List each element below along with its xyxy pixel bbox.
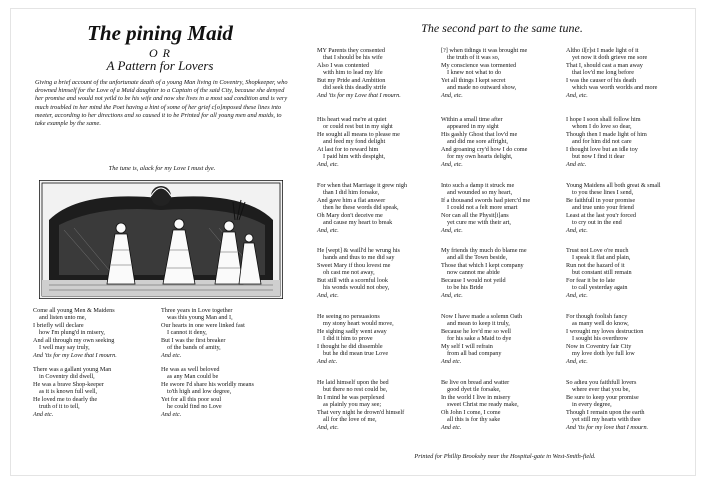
stanza-line: For though foolish fancy [566, 313, 628, 320]
stanza-line: for his sake a Maid to dye [447, 335, 512, 343]
stanza [441, 313, 563, 365]
stanza-line: Now in Coventry fair City [566, 342, 632, 350]
stanza-line: And etc. [441, 357, 462, 365]
stanza-line: Least at the last you'r forced [566, 211, 637, 219]
stanza-line: My conscience was tormented [441, 61, 517, 69]
stanza-line: Though I remain upon the earth [566, 408, 645, 416]
stanza-line: But still with a scornful look [317, 276, 388, 284]
stanza-line: appeared in my sight [447, 123, 499, 131]
stanza-line: or could rest but in my sight [323, 123, 393, 131]
stanza [317, 47, 439, 99]
stanza [566, 379, 688, 431]
stanza-line: Sweet Mary if thou lovest me [317, 261, 391, 269]
stanza-line: And, etc. [441, 291, 463, 299]
stanza [33, 307, 155, 359]
stanza-line: There was a gallant young Man [33, 366, 112, 373]
stanza [441, 182, 563, 234]
stanza-line: and listen unto me, [39, 314, 87, 322]
stanza-line: to be his Bride [447, 284, 484, 292]
stanza-line: I paid him with despight, [323, 153, 386, 161]
stanza-line: as it is known full well, [39, 388, 98, 396]
stanza-line: then he these words did speak, [323, 204, 399, 212]
stanza-line: And, etc. [317, 160, 339, 168]
stanza [161, 307, 283, 359]
stanza-line: whom I do love so dear, [572, 123, 632, 131]
stanza-line: Be live on bread and watter [441, 379, 510, 386]
stanza-line: At last for to reward him [317, 145, 379, 153]
printer-imprint: Printed for Phillip Brooksby near the Hospital-gate in West-Smith-field. [414, 453, 596, 460]
stanza-line: was this young Man and I, [167, 314, 233, 322]
stanza-line: my stony heart would move, [323, 320, 394, 328]
stanza-line: And 'tis for my Love that I mourn. [317, 91, 401, 99]
stanza-line: I hope I soon shall follow him [566, 116, 641, 123]
stanza-line: that lov'd me long before [572, 69, 634, 77]
stanza-line: that I should be his wife [323, 54, 383, 62]
stanza-line: For when that Marriage it grew nigh [317, 182, 408, 189]
stanza-line: And, etc. [317, 226, 339, 234]
stanza-line: I did it him to prove [323, 335, 373, 343]
stanza-line: And, etc. [317, 423, 339, 431]
stanza-line: and true unto your friend [572, 204, 634, 212]
stanza-line: sweet Christ me ready make, [447, 401, 519, 409]
stanza-line: He seeing no persuasions [317, 313, 380, 320]
stanza-line: I could not a felt more smart [447, 204, 518, 212]
woodcut-illustration [39, 180, 283, 299]
stanza-line: Oh Mary don't deceive me [317, 211, 383, 219]
stanza-line: He was a brave Shop-keeper [33, 380, 104, 388]
stanza-line: Run not the hazard of it [566, 261, 625, 269]
stanza-line: with him to lead my life [323, 69, 383, 77]
stanza-line: in Coventry did dwell, [39, 373, 95, 381]
ballad-title: The pining Maid [87, 21, 233, 45]
stanza-line: He swore I'd share his worldly means [161, 380, 254, 388]
stanza-line: Three years in Love together [161, 307, 233, 314]
stanza-line: I well may say truly, [39, 344, 90, 352]
stanza-line: Because I would not yeild [441, 276, 506, 284]
stanza-line: In I mind he was perplexed [317, 393, 385, 401]
stanza-line: And, etc. [566, 91, 588, 99]
stanza-line: Into such a damp it struck me [441, 182, 515, 189]
stanza-line: He sighing sadly went away [317, 327, 387, 335]
stanza-line: Yet for all this poor soul [161, 395, 222, 403]
stanza-line: And, etc. [441, 91, 463, 99]
stanza-line: hands and thus to me did say [323, 254, 395, 262]
broadside-page [10, 8, 696, 476]
stanza-line: Because he lov'd me so well [441, 327, 512, 335]
stanza-line: Those that which I kept company [441, 261, 524, 269]
stanza-line: now cannot me abide [447, 269, 500, 277]
stanza-line: to'th high and low degree, [167, 388, 232, 396]
stanza [441, 116, 563, 168]
stanza-line: I was the causer of his death [566, 76, 637, 84]
stanza-line: He was as well beloved [161, 366, 220, 373]
stanza [161, 366, 283, 418]
stanza-line: But I was the first breaker [161, 336, 226, 344]
stanza-line: His heart wad me're at quiet [317, 116, 387, 123]
stanza-line: That very night he drown'd himself [317, 408, 405, 416]
stanza-line: I knew not what to do [447, 69, 502, 77]
stanza-line: for my own hearts delight, [447, 153, 513, 161]
stanza-line: Nor can all the Physit[i]ans [441, 211, 509, 219]
stanza-line: he could find no Love [167, 403, 222, 411]
stanza-line: But my Pride and Ambition [317, 76, 386, 84]
stanza-line: Come all young Men & Maidens [33, 307, 115, 314]
stanza [317, 182, 439, 234]
stanza-line: I briefly will declare [33, 321, 84, 329]
stanza [441, 379, 563, 431]
ballad-tune: The tune is, alack for my Love I must dye. [108, 165, 216, 172]
stanza-line: And, etc. [317, 291, 339, 299]
stanza-line: So adieu you faithfull lovers [566, 379, 637, 386]
stanza-line: Within a small time after [441, 116, 503, 123]
stanza-line: MY Parents they consented [317, 47, 385, 54]
stanza-line: My self I will refrain [441, 342, 493, 350]
stanza-line: I thought love but an idle toy [566, 145, 638, 153]
stanza-line: He sought all means to please me [317, 130, 400, 138]
stanza-line: [?] when tidings it was brought me [441, 47, 528, 54]
stanza-line: And 'tis for my love that I mourn. [566, 423, 649, 431]
stanza-line: his wonds would not obey, [323, 284, 390, 292]
stanza [566, 47, 688, 99]
stanza-line: He loved me to dearly the [33, 395, 98, 403]
stanza-line: And, etc. [566, 226, 588, 234]
stanza-line: And etc. [441, 423, 462, 431]
stanza-line: in every degree, [572, 401, 612, 409]
stanza-line: And groaning cry'd how I do come [441, 145, 528, 153]
stanza-line: yet now it doth grieve me sore [572, 54, 648, 62]
stanza-line: and for him did not care [572, 138, 632, 146]
stanza-line: and feed my fond delight [323, 138, 386, 146]
part-two-heading: The second part to the same tune. [421, 21, 583, 35]
stanza-line: Young Maidens all both great & small [566, 182, 661, 189]
stanza-line: and all the Town beside, [447, 254, 508, 262]
stanza-line: did seek this deadly strife [323, 84, 387, 92]
stanza-line: and mean to keep it truly, [447, 320, 510, 328]
stanza-line: He [wept] & waill'd he wrung his [317, 247, 400, 254]
stanza-line: all for the love of me, [323, 416, 377, 424]
stanza-line: I speak it flat and plain, [572, 254, 631, 262]
stanza-line: In the world I live in misery [441, 393, 511, 401]
stanza-line: And, etc. [566, 291, 588, 299]
stanza-line: the truth of it was so, [447, 54, 500, 62]
stanza-line: I wrought my loves destruction [566, 327, 644, 335]
stanza-line: Our hearts in one were linked fast [161, 321, 245, 329]
stanza-line: as plainly you may see; [323, 401, 382, 409]
stanza-line: If a thousand swords had pierc'd me [441, 196, 531, 204]
stanza-line: And all through my own seeking [33, 336, 115, 344]
stanza-line: but he did mean true Love [323, 350, 389, 358]
stanza-line: Be faithfull in your promise [566, 196, 636, 204]
stanza-line: good dyet tle forsake, [447, 386, 501, 394]
stanza-line: Trust not Love o're much [566, 247, 629, 254]
stanza-line: and wounded so my heart, [447, 189, 513, 197]
stanza-line: And etc. [161, 351, 182, 359]
stanza-line: yet cure me with their art, [447, 219, 511, 227]
stanza-line: but constant still remain [572, 269, 632, 277]
stanza-line: And, etc. [441, 226, 463, 234]
stanza-line: Oh John I come, I come [441, 408, 501, 416]
stanza-line: but there no rest could be, [323, 386, 388, 394]
stanza-line: And gave him a flat answer [317, 196, 386, 204]
stanza-line: oh cast me not away, [323, 269, 375, 277]
stanza-line: yet still my hearts with thee [572, 416, 641, 424]
stanza-line: where ever that you be, [572, 386, 630, 394]
stanza-line: and cause my heart to break [323, 219, 393, 227]
ballad-introduction: Giving a brief account of the unfortunate death of a young Man living in Coventry, Shopkeeper, who drowned himself for the Love of a Maid daughter to a Captain of the said City, because she denyed her promise and would not yeild to be his wife and now she lives in a most sad condition and is very much troubled in her mind the Poet having a hint of some of her grief c[o]mposed these lines into meeter, according to her directions and so caused it to be Printed for all young men and maids, to take example by the same. [35, 79, 288, 128]
stanza-line: Altho il[r]st I made light of it [566, 47, 639, 54]
stanza-line: And etc. [161, 410, 182, 418]
stanza-line: I sought his overthrow [572, 335, 628, 343]
stanza-line: of the bands of amity, [167, 344, 221, 352]
stanza-line: as many well do know, [572, 320, 629, 328]
stanza-line: to call yesterday again [572, 284, 628, 292]
stanza-line: For fear it be to late [566, 276, 615, 284]
stanza-line: as any Man could be [167, 373, 219, 381]
stanza-line: I thought he did dissemble [317, 342, 383, 350]
stanza-line: than I did him forsake, [323, 189, 380, 197]
stanza-line: all this is for thy sake [447, 416, 501, 424]
stanza-line: Yet all things I kept secret [441, 76, 506, 84]
stanza-line: And 'tis for my Love that I mourn. [33, 351, 117, 359]
stanza-line: And etc. [317, 357, 338, 365]
stanza [566, 313, 688, 365]
stanza [317, 116, 439, 168]
stanza-line: Though then I made light of him [566, 130, 647, 138]
stanza-line: He laid himself upon the bed [317, 379, 389, 386]
stanza-line: my love doth lye full low [572, 350, 635, 358]
stanza-line: His gashly Ghost that lov'd me [441, 130, 518, 138]
stanza-line: Be sure to keep your promise [566, 393, 639, 401]
stanza [33, 366, 155, 418]
stanza-line: and did me sore affright, [447, 138, 508, 146]
stanza [317, 379, 439, 431]
stanza-line: to cry out in the end [572, 219, 622, 227]
stanza-line: but now I find it dear [572, 153, 625, 161]
stanza-line: And, etc. [566, 357, 588, 365]
stanza [566, 116, 688, 168]
stanza [317, 313, 439, 365]
stanza-line: which was worth worlds and more [572, 84, 658, 92]
stanza-line: And etc. [566, 160, 587, 168]
stanza [317, 247, 439, 299]
stanza [441, 47, 563, 99]
stanza-line: Now I have made a solemn Oath [441, 313, 523, 320]
stanza [566, 247, 688, 299]
stanza-line: My friends thy much do blame me [441, 247, 527, 254]
stanza-line: how I'm plung'd in misery, [39, 329, 105, 337]
stanza-line: I cannot it deny, [167, 329, 207, 337]
stanza [566, 182, 688, 234]
stanza-line: and made no outward show, [447, 84, 517, 92]
stanza-line: truth of it to tell, [39, 403, 80, 411]
ballad-subtitle-or: O R [149, 46, 171, 60]
stanza-line: to you these lines I send, [572, 189, 634, 197]
stanza-line: from all bad company [447, 350, 502, 358]
stanza-line: And etc. [33, 410, 54, 418]
stanza [441, 247, 563, 299]
ballad-subtitle: A Pattern for Lovers [106, 58, 214, 73]
stanza-line: That I, should cast a man away [566, 61, 643, 69]
stanza-line: Also I was contented [317, 61, 370, 69]
stanza-line: And, etc. [441, 160, 463, 168]
